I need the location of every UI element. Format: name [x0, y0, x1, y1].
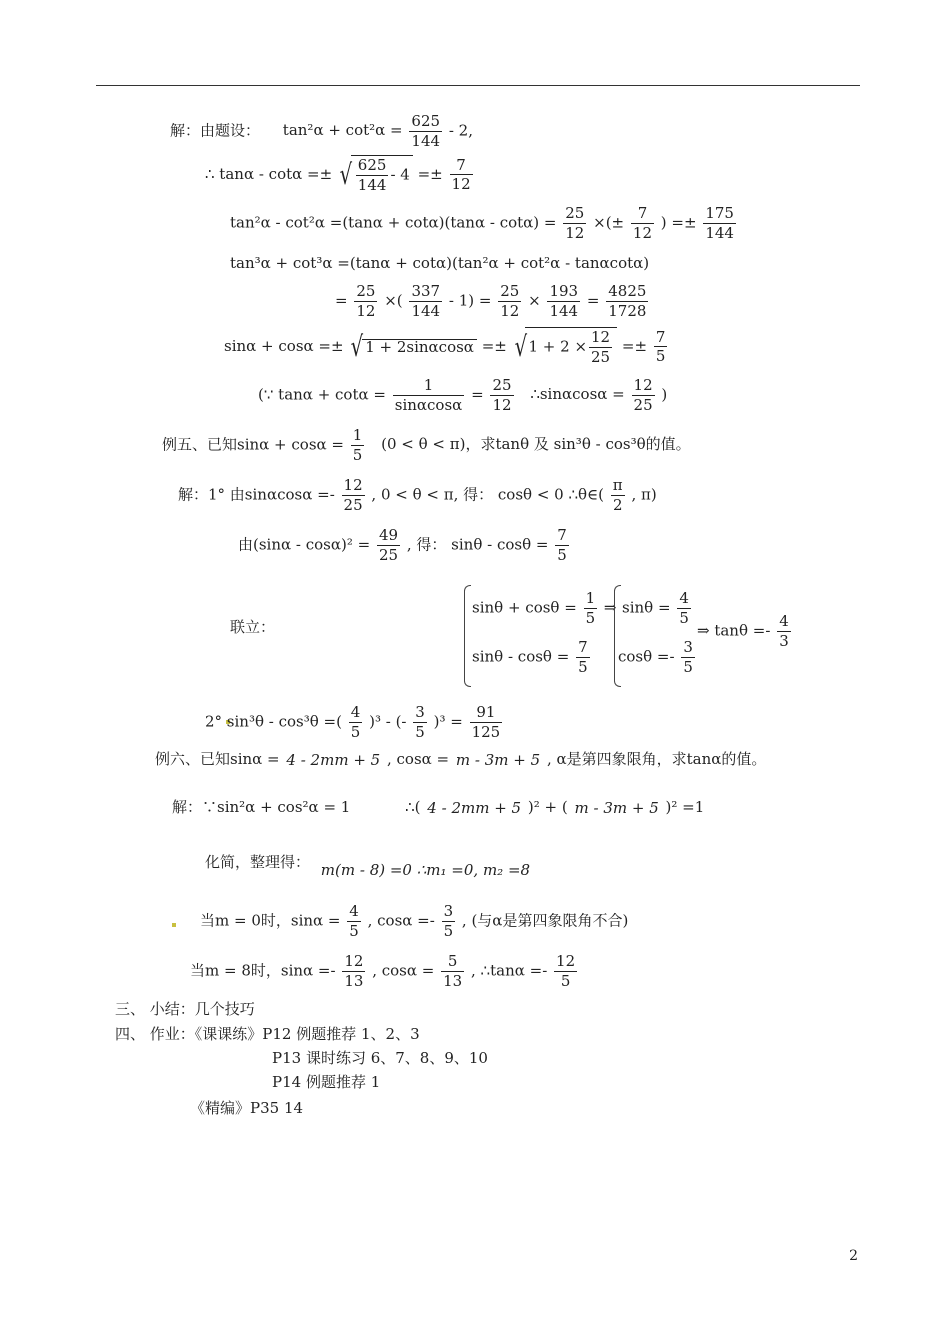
- solution-line-5: = $\frac{25}{12}$ ×( $\frac{337}{144}$ - 1) = $\frac{25}{12}$ × $\frac{193}{144}$ = $\frac{4825}{1728}$: [335, 282, 647, 320]
- solution-line-7: (∵ tanα + cotα = $\frac{1}{\sin\alpha\cos\alpha}$ = $\frac{25}{12}$ ∴sinαcosα = $\frac{12}{25}$ ): [258, 376, 668, 414]
- homework-line-4: 《精编》P35 14: [190, 1099, 304, 1117]
- lianli-label: 联立：: [230, 618, 276, 636]
- example-5-step-1b: 由(sinα - cosα)² = $\frac{49}{25}$ , 得： sinθ - cosθ = $\frac{7}{5}$: [238, 526, 567, 564]
- header-rule: [96, 85, 860, 86]
- homework-line-2: P13 课时练习 6、7、8、9、10: [272, 1049, 488, 1067]
- system-2-row-1: sinθ = $\frac{4}{5}$: [622, 589, 689, 627]
- example-6-simplify: 化简，整理得： m(m - 8) =0 ∴m₁ =0, m₂ =8: [205, 853, 531, 879]
- homework-line-1: 四、 作业：《课课练》P12 例题推荐 1、2、3: [115, 1025, 420, 1043]
- example-6-case-2: 当m = 8时，sinα =- $\frac{12}{13}$ , cosα = $\frac{5}{13}$ , ∴tanα =- $\frac{12}{5}$: [190, 952, 576, 990]
- solution-line-6: sinα + cosα =± √ 1 + 2sinαcosα =± √ 1 + 2 × $\frac{12}{25}$ =± $\frac{7}{5}$: [224, 327, 666, 366]
- example-6-case-1: 当m = 0时，sinα = $\frac{4}{5}$ , cosα =- $\frac{3}{5}$ , (与α是第四象限角不合): [200, 902, 629, 940]
- example-6-solution: 解：∵sin²α + cos²α = 1 ∴( 4 - 2mm + 5 )² + ( m - 3m + 5 )² =1: [172, 798, 705, 817]
- solution-line-1: 解：由题设： tan²α + cot²α = $\frac{625}{144}$ - 2,: [170, 112, 473, 150]
- list-marker: [172, 923, 176, 927]
- solution-line-3: tan²α - cot²α =(tanα + cotα)(tanα - cotα) = $\frac{25}{12}$ ×(± $\frac{7}{12}$ ) =± $\frac{175}{144}$: [230, 204, 734, 242]
- tan-theta-result: ⇒ tanθ =- $\frac{4}{3}$: [697, 612, 789, 650]
- system-2-row-2: cosθ =- $\frac{3}{5}$: [618, 638, 693, 676]
- example-5-step-2: 2° sin³θ - cos³θ =( $\frac{4}{5}$ )³ - (- $\frac{3}{5}$ )³ = $\frac{91}{125}$: [205, 703, 501, 741]
- example-5-step-1: 解：1° 由sinαcosα =- $\frac{12}{25}$ , 0 < θ < π, 得： cosθ < 0 ∴θ∈( $\frac{\pi}{2}$ , π): [178, 476, 657, 514]
- solution-line-4: tan³α + cot³α =(tanα + cotα)(tan²α + cot²α - tanαcotα): [230, 254, 650, 272]
- example-6-heading: 例六、已知sinα = 4 - 2mm + 5 , cosα = m - 3m + 5 , α是第四象限角，求tanα的值。: [155, 750, 767, 769]
- system-brace-1: [464, 585, 471, 687]
- page-number: 2: [849, 1248, 858, 1264]
- example-5-heading: 例五、已知sinα + cosα = $\frac{1}{5}$ (0 < θ < π)，求tanθ 及 sin³θ - cos³θ的值。: [162, 426, 691, 464]
- solution-line-2: ∴ tanα - cotα =± √ $\frac{625}{144}$ - 4 =± $\frac{7}{12}$: [205, 155, 471, 194]
- summary-line: 三、 小结：几个技巧: [115, 1000, 255, 1018]
- homework-line-3: P14 例题推荐 1: [272, 1073, 381, 1091]
- system-1-row-2: sinθ - cosθ = $\frac{7}{5}$: [472, 638, 588, 676]
- system-1-row-1: sinθ + cosθ = $\frac{1}{5}$ ⇒: [472, 589, 617, 627]
